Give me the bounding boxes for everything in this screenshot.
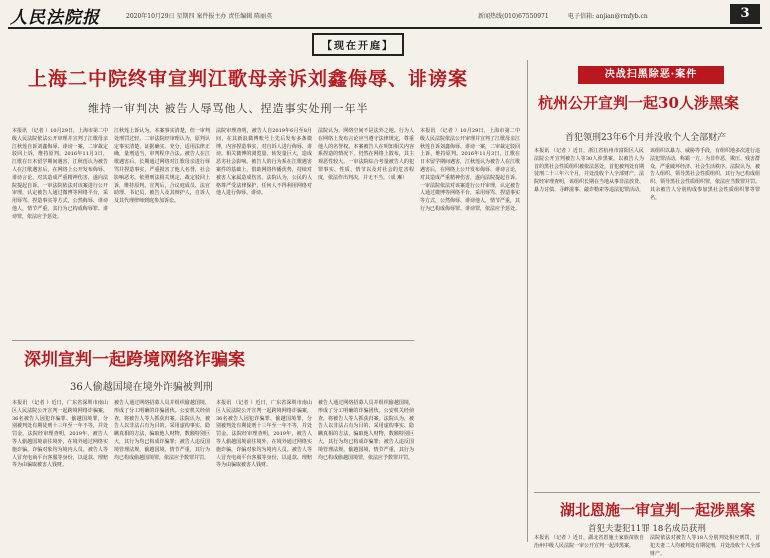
newspaper-logo: 人民法院报 <box>10 8 100 28</box>
article2-column: 被告人通过网络招募人员并组织偷越国境，形成了分工明确的诈骗团伙。公安机关经侦查，将被告人等人抓获归案。法院认为，被告人以非法占有为目的，采用虚构事实、隐瞒真相的方法，骗取他人财物，数额特别巨大，其行为均已构成诈骗罪；被告人违反国境管理法规，偷越国境，情节严重，其行为均已构成偷越国境罪，依法应予数罪并罚。 <box>114 400 210 461</box>
article2-subtitle: 36人偷越国境在境外诈骗被判刑 <box>70 382 213 393</box>
article1-column: 法院认为，网络空间不是法外之地。行为人在网络上发布言论应当遵守法律规定，尊重他人的名誉权。本案被告人在明知相关内容系捏造的情况下，仍然在网络上散布，其主观恶性较大。一审法院综合考量被告人的犯罪事实、性质、情节以及对社会的危害程度，依法作出判决，并无不当。（成 琳） <box>318 128 414 181</box>
article2-column: 本报讯 （记者 ）近日，广东省深圳市南山区人民法院公开宣判一起跨境网络诈骗案，36名被告人因犯诈骗罪、偷越国境罪，分别被判处有期徒刑十三年至一年不等，并处罚金。法院经审理查明，2019年，被告人等人偷越国境前往境外，在境外通过网络实施诈骗，诈骗对象均为境内人员。被告人等人冒充电商平台客服等身份，以退款、理赔等为由骗取被害人钱财。 <box>216 400 312 469</box>
news-hotline: 新闻热线(010)67550971 <box>478 13 549 20</box>
article1-column: 本报讯 （记者 ）10月29日，上海市第二中级人民法院依法公开审理并宣判了江歌母亲江秋莲自诉刘鑫侮辱、诽谤一案，二审裁定驳回上诉，维持原判。2016年11月3日，江歌在日本留学期间遇害，江秋莲认为被告人在江歌遇害后，在网络上公开发布侮辱、诽谤言论，对其造成严重精神伤害，遂向法院提起自诉。一审法院依法对该案进行公开审理，认定被告人通过微博等网络平台，采用辱骂、捏造事实等方式，公然侮辱、诽谤他人，情节严重，其行为已构成侮辱罪、诽谤罪，依法应予惩处。 <box>12 128 108 220</box>
article1-title: 上海二中院终审宣判江歌母亲诉刘鑫侮辱、诽谤案 <box>28 68 469 90</box>
article3-column: 该组织以暴力、威胁等手段，有组织地多次进行违法犯罪活动，称霸一方，为非作恶，欺压、残害群众，严重破坏经济、社会生活秩序。法院认为，被告人组织、领导黑社会性质组织，其行为已构成组织、领导黑社会性质组织罪，依法应当数罪并罚。其余被告人分别构成参加黑社会性质组织罪等罪名。 <box>650 148 761 201</box>
divider <box>12 340 414 341</box>
article3-column: 本报讯 （记者 ）近日，浙江省杭州市富阳区人民法院公开宣判被告人等30人涉黑案。以被告人为首的黑社会性质组织被依法惩处，首犯被判处有期徒刑二十三年六个月，并处没收个人全部财产。法院经审理查明，该组织长期在当地从事非法放贷、暴力讨债、寻衅滋事、敲诈勒索等违法犯罪活动。 <box>534 148 645 193</box>
article3-subtitle: 首犯领刑23年6个月并没收个人全部财产 <box>565 133 727 143</box>
article1-subtitle: 维持一审判决 被告人辱骂他人、捏造事实处刑一年半 <box>88 102 369 115</box>
column-divider <box>527 60 528 542</box>
article4-title: 湖北恩施一审宣判一起涉黑案 <box>560 501 756 519</box>
article4-subtitle: 首犯夫妻犯11罪 18名成员获刑 <box>588 524 706 534</box>
article2-title: 深圳宣判一起跨境网络诈骗案 <box>24 350 245 370</box>
page-number: 3 <box>730 4 760 24</box>
article3-title: 杭州公开宣判一起30人涉黑案 <box>538 94 739 112</box>
sidebar-section-tag: 决战扫黑除恶·案件 <box>578 66 724 84</box>
section-tag: 【现在开庭】 <box>312 33 404 56</box>
article2-column: 被告人通过网络招募人员并组织偷越国境，形成了分工明确的诈骗团伙。公安机关经侦查，将被告人等人抓获归案。法院认为，被告人以非法占有为目的，采用虚构事实、隐瞒真相的方法，骗取他人财物，数额特别巨大，其行为均已构成诈骗罪；被告人违反国境管理法规，偷越国境，情节严重，其行为均已构成偷越国境罪，依法应予数罪并罚。 <box>318 400 414 461</box>
article4-column: 法院依法对被告人等18人分别判处相应刑罚，首犯夫妻二人均被判处有期徒刑，并处没收个人全部财产。 <box>650 535 761 557</box>
divider <box>534 492 760 493</box>
masthead <box>8 3 762 29</box>
masthead-info: 2020年10月29日 星期四 案件报主办 责任编辑 陈丽英 <box>126 13 273 20</box>
article2-column: 本报讯 （记者 ）近日，广东省深圳市南山区人民法院公开宣判一起跨境网络诈骗案，36名被告人因犯诈骗罪、偷越国境罪，分别被判处有期徒刑十三年至一年不等，并处罚金。法院经审理查明，2019年，被告人等人偷越国境前往境外，在境外通过网络实施诈骗，诈骗对象均为境内人员。被告人等人冒充电商平台客服等身份，以退款、理赔等为由骗取被害人钱财。 <box>12 400 108 469</box>
article1-column: 本报讯 （记者 ）10月29日，上海市第二中级人民法院依法公开审理并宣判了江歌母亲江秋莲自诉刘鑫侮辱、诽谤一案，二审裁定驳回上诉，维持原判。2016年11月3日，江歌在日本留学期间遇害，江秋莲认为被告人在江歌遇害后，在网络上公开发布侮辱、诽谤言论，对其造成严重精神伤害，遂向法院提起自诉。一审法院依法对该案进行公开审理，认定被告人通过微博等网络平台，采用辱骂、捏造事实等方式，公然侮辱、诽谤他人，情节严重，其行为已构成侮辱罪、诽谤罪，依法应予惩处。 <box>420 128 521 212</box>
article1-column: 江秋莲上诉认为，本案事实清楚，但一审判处刑罚过轻。二审法院经审理认为，原判认定事实清楚，证据确实、充分，适用法律正确，量刑适当，审判程序合法。被告人在江歌遇害后，长期通过网络对江歌母亲进行辱骂并捏造事实，严重损害了他人名誉，社会影响恶劣。依照刑法相关规定，裁定驳回上诉，维持原判。宣判后，合议庭成员、法官助理、书记员，被告人及其辩护人，自诉人及其代理律师到庭参加诉讼。 <box>114 128 210 205</box>
article1-column: 法院审理查明，被告人自2019年6月至8月间，在其新浪微博账号上先后发布多条微博，内容捏造事实，对自诉人进行侮辱、诽谤。相关微博的浏览量、转发量巨大，造成恶劣社会影响。被告人的行为系在江歌遇害案件的基础上，借助网络传播优势，持续对被害人家属造成伤害。法院认为，公民的人格尊严受法律保护，任何人不得利用网络对他人进行侮辱、诽谤。 <box>216 128 312 197</box>
article4-column: 本报讯 （记者 ）近日，湖北省恩施土家族苗族自治州中级人民法院一审公开宣判一起涉黑案。 <box>534 535 644 549</box>
email-address: 电子信箱: anjian@rmfyb.cn <box>568 13 648 20</box>
